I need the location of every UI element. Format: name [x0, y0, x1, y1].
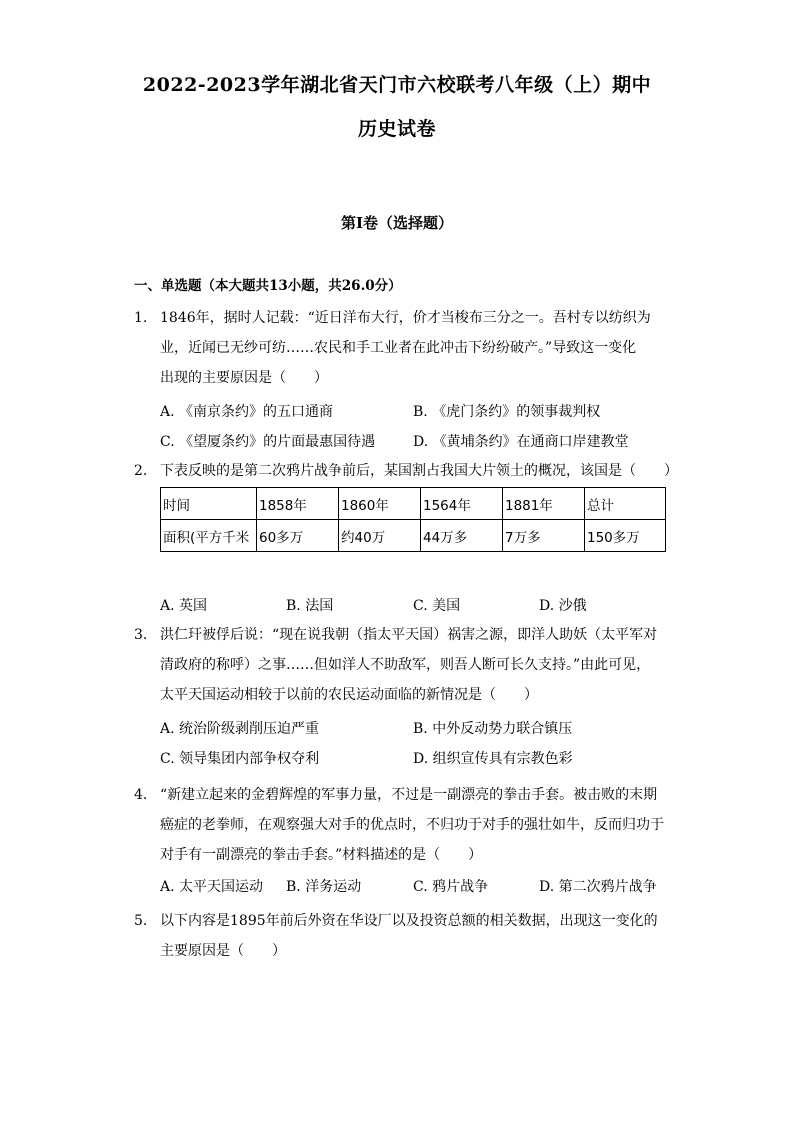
table-header-row — [161, 488, 666, 520]
table-cell: 总计 — [585, 488, 666, 520]
table-cell: 1860年 — [339, 488, 421, 520]
option-a[interactable]: A. 英国 — [160, 598, 208, 614]
question-text-line: 出现的主要原因是（ ） — [160, 370, 328, 386]
question-text-line: 清政府的称呼）之事……但如洋人不助敌军，则吾人断可长久支持。”由此可见， — [160, 657, 651, 673]
question-number: 5. — [134, 913, 148, 929]
question-text-line: 太平天国运动相较于以前的农民运动面临的新情况是（ ） — [160, 687, 538, 703]
option-a[interactable]: A. 《南京条约》的五口通商 — [160, 404, 334, 420]
question-text-line: 洪仁玕被俘后说：“现在说我朝（指太平天国）祸害之源，即洋人助妖（太平军对 — [160, 627, 658, 643]
table-cell: 7万多 — [503, 520, 585, 552]
option-a[interactable]: A. 统治阶级剥削压迫严重 — [160, 721, 320, 737]
option-c[interactable]: C. 鸦片战争 — [413, 879, 489, 895]
question-text-line: 业，近闻已无纱可纺……农民和手工业者在此冲击下纷纷破产。”导致这一变化 — [160, 340, 637, 356]
option-d[interactable]: D. 沙俄 — [539, 598, 587, 614]
exam-title-line2: 历史试卷 — [357, 118, 436, 140]
table-cell: 60多万 — [257, 520, 339, 552]
option-a[interactable]: A. 太平天国运动 — [160, 879, 264, 895]
question-text-line: 主要原因是（ ） — [160, 943, 286, 959]
table-cell: 面积(平方千米 — [161, 520, 257, 552]
option-b[interactable]: B. 中外反动势力联合镇压 — [413, 721, 573, 737]
table-cell: 150多万 — [585, 520, 666, 552]
question-number: 4. — [134, 787, 148, 803]
option-d[interactable]: D. 第二次鸦片战争 — [539, 879, 657, 895]
question-text-line: 以下内容是1895年前后外资在华设厂以及投资总额的相关数据，出现这一变化的 — [160, 913, 658, 929]
table-cell: 44万多 — [421, 520, 503, 552]
option-c[interactable]: C. 美国 — [413, 598, 461, 614]
question-text-line: 对手有一副漂亮的拳击手套。”材料描述的是（ ） — [160, 847, 483, 863]
question-text-line: 下表反映的是第二次鸦片战争前后，某国割占我国大片领土的概况，该国是（ ） — [160, 463, 678, 479]
question-number: 1. — [134, 310, 148, 326]
table-cell: 1881年 — [503, 488, 585, 520]
option-b[interactable]: B. 《虎门条约》的领事裁判权 — [413, 404, 601, 420]
exam-title-line1: 2022-2023学年湖北省天门市六校联考八年级（上）期中 — [142, 74, 652, 96]
table-cell: 时间 — [161, 488, 257, 520]
question-text-line: 1846年，据时人记载：“近日洋布大行，价才当梭布三分之一。吾村专以纺织为 — [160, 310, 651, 326]
option-c[interactable]: C. 领导集团内部争权夺利 — [160, 751, 320, 767]
option-d[interactable]: D. 组织宣传具有宗教色彩 — [413, 751, 573, 767]
question-number: 2. — [134, 463, 148, 479]
table-cell: 1564年 — [421, 488, 503, 520]
question-number: 3. — [134, 627, 148, 643]
volume-heading: 第I卷（选择题） — [340, 214, 454, 232]
territory-table — [160, 487, 666, 552]
table-cell: 约40万 — [339, 520, 421, 552]
question-text-line: 癌症的老拳师，在观察强大对手的优点时，不归功于对手的强壮如牛，反而归功于 — [160, 817, 664, 833]
question-text-line: “新建立起来的金碧辉煌的军事力量，不过是一副漂亮的拳击手套。被击败的末期 — [160, 787, 658, 803]
option-c[interactable]: C. 《望厦条约》的片面最惠国待遇 — [160, 434, 376, 450]
option-b[interactable]: B. 洋务运动 — [286, 879, 362, 895]
table-cell: 1858年 — [257, 488, 339, 520]
section-heading: 一、单选题（本大题共13小题，共26.0分） — [134, 278, 402, 294]
option-d[interactable]: D. 《黄埔条约》在通商口岸建教堂 — [413, 434, 629, 450]
table-row — [161, 520, 666, 552]
option-b[interactable]: B. 法国 — [286, 598, 334, 614]
